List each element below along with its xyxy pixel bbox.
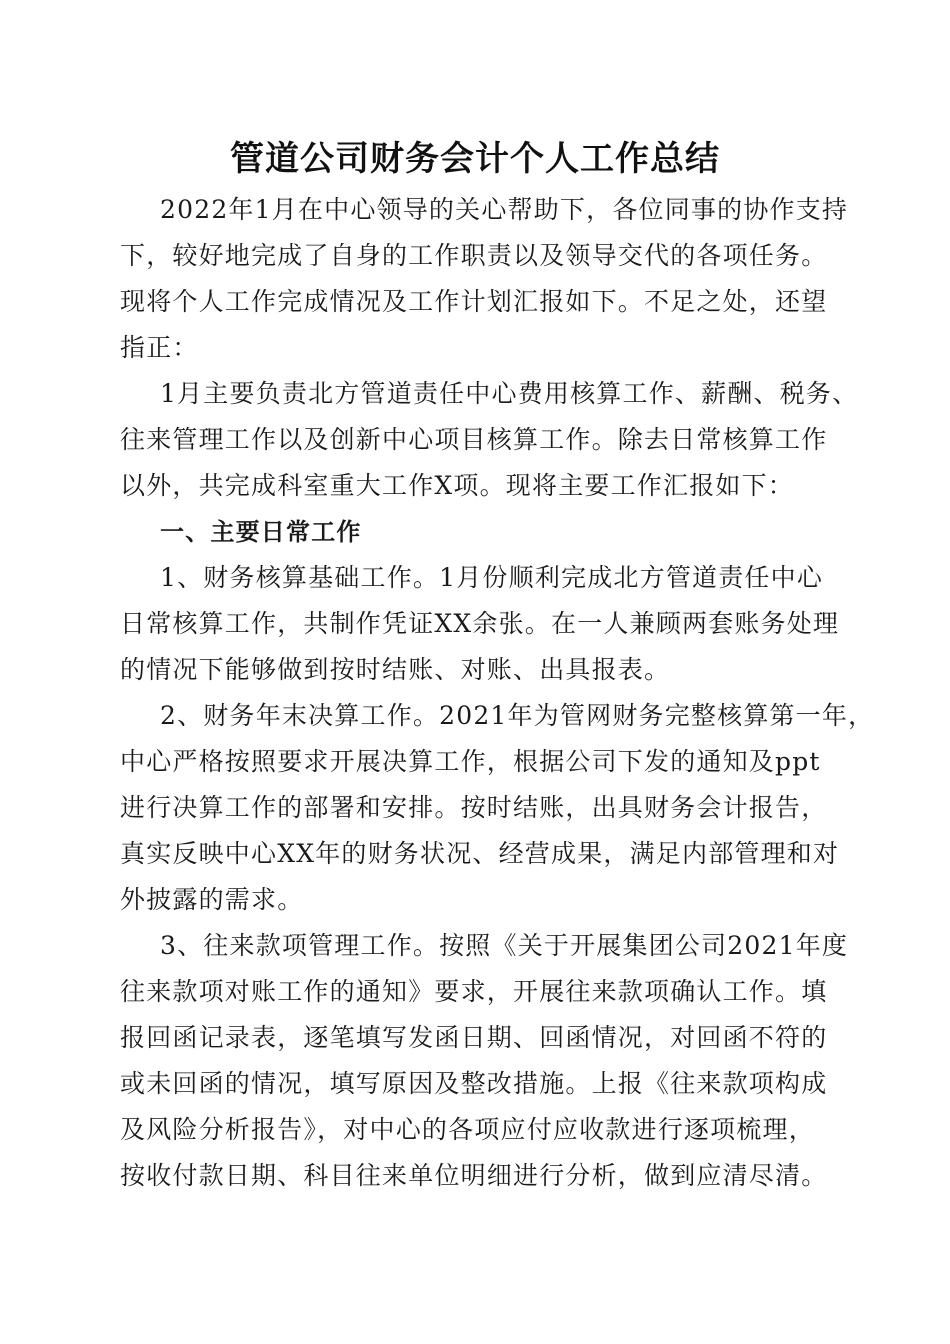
paragraph-line: 1、财务核算基础工作。1月份顺利完成北方管道责任中心: [160, 563, 824, 592]
paragraph-line: 进行决算工作的部署和安排。按时结账，出具财务会计报告，: [120, 793, 828, 822]
paragraph-line: 下，较好地完成了自身的工作职责以及领导交代的各项任务。: [120, 241, 828, 270]
paragraph-line: 以外，共完成科室重大工作X项。现将主要工作汇报如下：: [120, 471, 795, 500]
paragraph-line: 的情况下能够做到按时结账、对账、出具报表。: [120, 655, 671, 684]
paragraph-line: 3、往来款项管理工作。按照《关于开展集团公司2021年度: [160, 931, 849, 960]
paragraph-line: 现将个人工作完成情况及工作计划汇报如下。不足之处，还望: [120, 287, 828, 316]
paragraph-line: 2、财务年末决算工作。2021年为管网财务完整核算第一年，: [160, 701, 875, 730]
paragraph-line: 或未回函的情况，填写原因及整改措施。上报《往来款项构成: [120, 1069, 828, 1098]
paragraph-line: 2022年1月在中心领导的关心帮助下，各位同事的协作支持: [160, 195, 849, 224]
section-heading: 一、主要日常工作: [160, 518, 362, 546]
paragraph-line: 往来款项对账工作的通知》要求，开展往来款项确认工作。填: [120, 977, 828, 1006]
paragraph-line: 1月主要负责北方管道责任中心费用核算工作、薪酬、税务、: [160, 379, 859, 408]
paragraph-line: 指正：: [120, 333, 199, 362]
paragraph-line: 中心严格按照要求开展决算工作，根据公司下发的通知及ppt: [120, 747, 821, 776]
paragraph-line: 按收付款日期、科目往来单位明细进行分析，做到应清尽清。: [120, 1161, 828, 1190]
paragraph-line: 日常核算工作，共制作凭证XX余张。在一人兼顾两套账务处理: [120, 609, 840, 638]
paragraph-line: 真实反映中心XX年的财务状况、经营成果，满足内部管理和对: [120, 839, 840, 868]
paragraph-line: 往来管理工作以及创新中心项目核算工作。除去日常核算工作: [120, 425, 828, 454]
paragraph-line: 及风险分析报告》，对中心的各项应付应收款进行逐项梳理，: [120, 1115, 815, 1144]
paragraph-line: 报回函记录表，逐笔填写发函日期、回函情况，对回函不符的: [120, 1023, 828, 1052]
document-title: 管道公司财务会计个人工作总结: [230, 139, 720, 179]
paragraph-line: 外披露的需求。: [120, 885, 304, 914]
